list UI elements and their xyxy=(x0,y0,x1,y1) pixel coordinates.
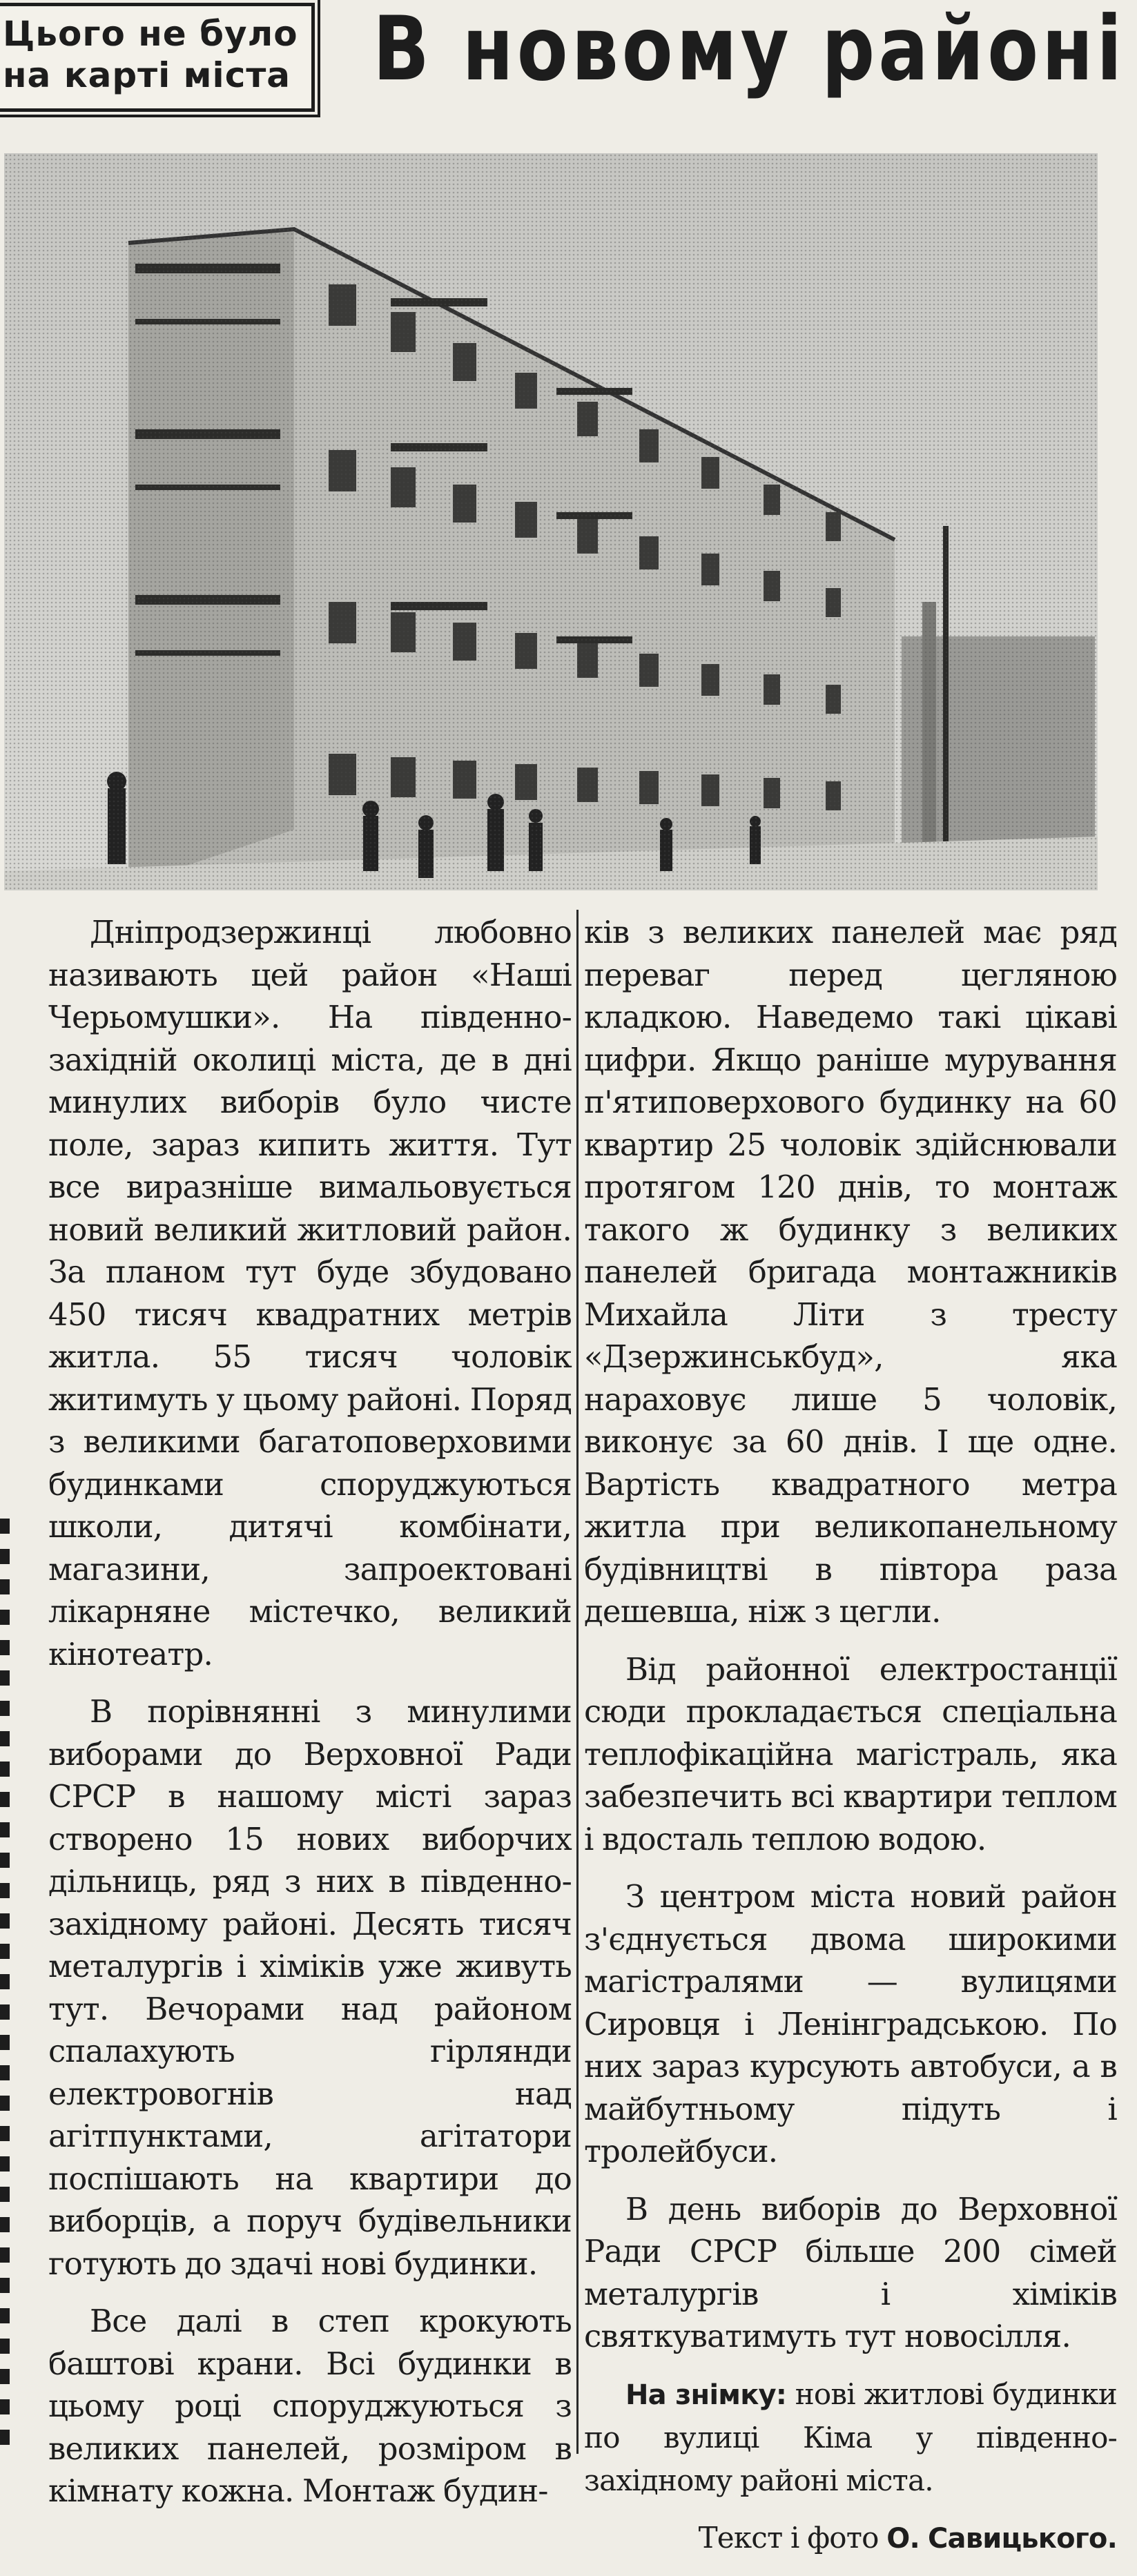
paragraph-5: З центром міста новий район з'єднується двома широкими магістралями — вулицями Сировця і Ленінградською. По них зараз курсують автобуси, а в майбутньому підуть і тролейбуси. xyxy=(584,1878,1117,2169)
paragraph-3: Все далі в степ крокують баштові крани. Всі будинки в цьому році споруджуються з великих панелей, розміром в кімнату кожна. Монтаж будин- xyxy=(48,2303,572,2509)
apartment-building-photo xyxy=(4,153,1098,890)
paragraph-1: Дніпродзержинці любовно називають цей район «Наші Черьомушки». На південно-західній околиці міста, де в дні минулих виборів було чисте поле, зараз кипить життя. Тут все виразніше вимальовується новий великий житловий район. За планом тут буде збудовано 450 тисяч квадратних метрів житла. 55 тисяч чоловік житимуть у цьому районі. Поряд з великими багатоповерховими будинками споруджуються школи, дитячі комбінати, магазини, запроектовані лікарняне містечко, великий кінотеатр. xyxy=(48,914,572,1672)
caption-lead: На знімку: xyxy=(625,2379,787,2411)
page-edge-dashes xyxy=(0,1519,10,2454)
rubric-line-2: на карті міста xyxy=(3,55,291,95)
photo-caption xyxy=(584,2373,1117,2502)
paragraph-2: В порівнянні з минулими виборами до Верховної Ради СРСР в нашому місті зараз створено 15 нових виборчих дільниць, ряд з них в південно-західному районі. Десять тисяч металургів і хіміків уже живуть тут. Вечорами над районом спалахують гірлянди електровогнів над агітпунктами, агітатори поспішають на квартири до виборців, а поруч будівельники готують до здачі нові будинки. xyxy=(48,1693,572,2282)
credit-author: О. Савицького. xyxy=(886,2523,1117,2555)
article-column-right xyxy=(584,911,1117,2576)
photo-credit xyxy=(584,2517,1117,2561)
rubric-line-1: Цього не було xyxy=(3,14,298,54)
paragraph-6: В день виборів до Верховної Ради СРСР більше 200 сімей металургів і хіміків святкуватимуть тут новосілля. xyxy=(584,2190,1117,2354)
credit-prefix: Текст і фото xyxy=(698,2521,887,2555)
article-column-left xyxy=(33,911,572,2528)
rubric-box xyxy=(0,3,315,112)
headline: В новому районі xyxy=(373,0,1126,101)
caption-text: нові житлові будинки по вулиці Кіма у південно-західному районі міста. xyxy=(584,2377,1118,2497)
photo xyxy=(4,153,1098,890)
paragraph-3-continued: ків з великих панелей має ряд переваг перед цегляною кладкою. Наведемо такі цікаві цифри. Якщо раніше мурування п'ятиповерхового будинку на 60 квартир 25 чоловік здійснювали протягом 120 днів, то монтаж такого ж будинку з великих панелей бригада монтажників Михайла Літи з тресту «Дзержинськбуд», яка нараховує лише 5 чоловік, виконує за 60 днів. І ще одне. Вартість квадратного метра житла при великопанельному будівництві в півтора раза дешевша, ніж з цегли. xyxy=(584,914,1117,1630)
column-divider xyxy=(576,910,579,2454)
paragraph-4: Від районної електростанції сюди прокладається спеціальна теплофікаційна магістраль, яка забезпечить всі квартири теплом і вдосталь теплою водою. xyxy=(584,1650,1117,1857)
